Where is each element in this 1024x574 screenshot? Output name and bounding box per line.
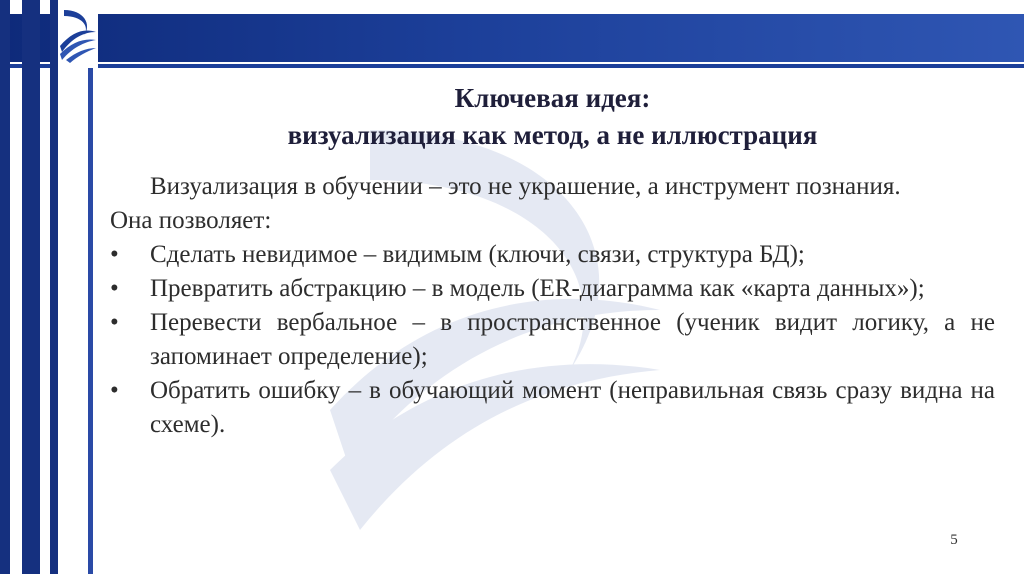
list-item [110,374,995,442]
slide-body [110,170,995,442]
lead-in-text: Она позволяет: [110,207,272,234]
list-item [110,306,995,374]
list-item [110,238,995,272]
list-item [110,272,995,306]
slide-title [110,80,995,154]
bullet-icon: • [110,377,119,404]
bullet-icon: • [110,309,119,336]
page-number: 5 [950,532,958,548]
slide-content [110,0,995,574]
title-line-2: визуализация как метод, а не иллюстрация [287,120,818,150]
intro-paragraph: Визуализация в обучении – это не украшение, а инструмент познания. [150,173,901,200]
bullet-icon: • [110,241,119,268]
bullet-text: Превратить абстракцию – в модель (ER-диаграмма как «карта данных»); [150,275,925,302]
bullet-icon: • [110,275,119,302]
title-line-1: Ключевая идея: [454,83,651,113]
wave-logo-icon [58,6,98,64]
left-stripe [88,0,93,574]
left-stripe [22,0,40,574]
left-stripe [50,0,58,574]
bullet-text: Сделать невидимое – видимым (ключи, связи, структура БД); [150,241,805,268]
left-stripe [0,0,10,574]
bullet-text: Перевести вербальное – в пространственное (ученик видит логику, а не запоминает определение); [150,309,995,370]
bullet-text: Обратить ошибку – в обучающий момент (неправильная связь сразу видна на схеме). [150,377,995,438]
